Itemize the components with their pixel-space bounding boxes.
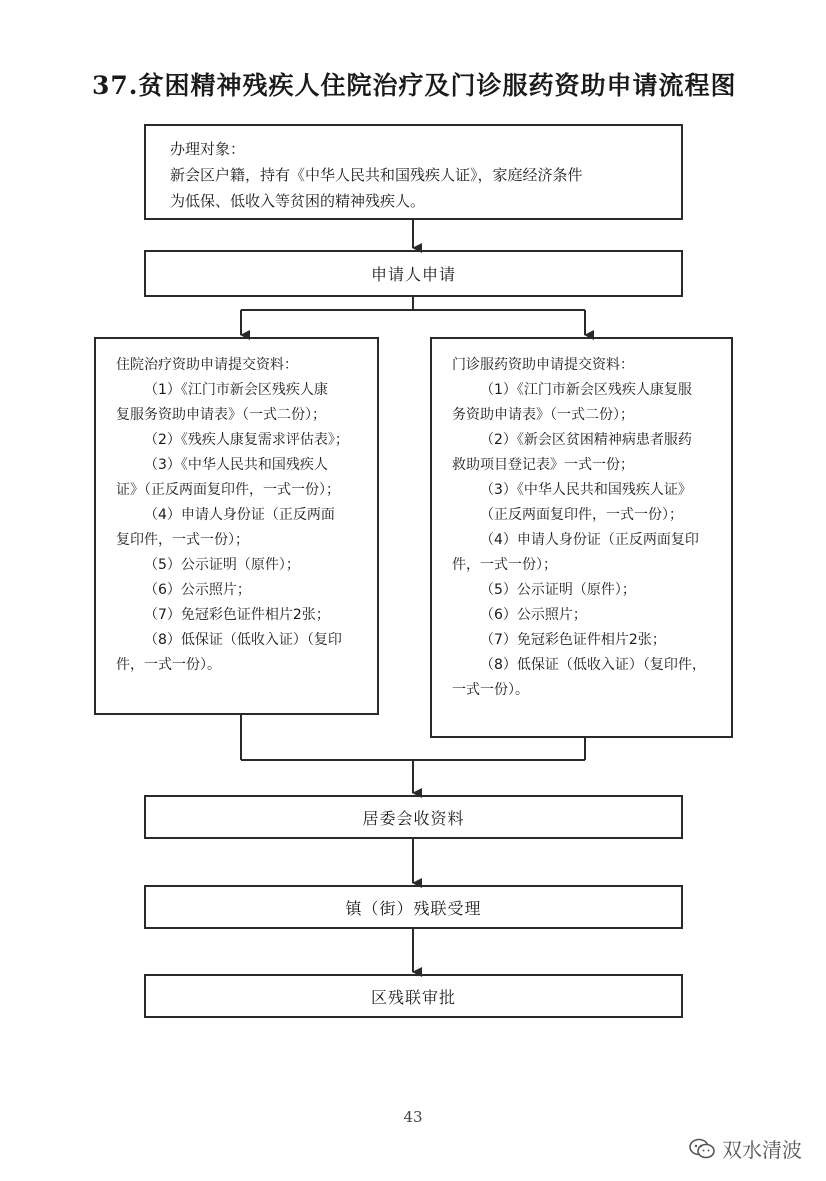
outpatient-material-line: （正反两面复印件，一式一份）； bbox=[480, 507, 683, 523]
outpatient-material-line: 件，一式一份）； bbox=[452, 557, 557, 573]
step-accept: 镇（街）残联受理 bbox=[144, 885, 683, 929]
outpatient-material-line: （2）《新会区贫困精神病患者服药 bbox=[480, 432, 692, 448]
outpatient-material-line: （1）《江门市新会区残疾人康复服 bbox=[480, 382, 692, 398]
inpatient-material-line: （8）低保证（低收入证）（复印 bbox=[144, 632, 342, 648]
inpatient-material-line: （5）公示证明（原件）； bbox=[144, 557, 300, 573]
step-apply: 申请人申请 bbox=[144, 250, 683, 297]
inpatient-material-line: 复服务资助申请表》（一式二份）； bbox=[116, 407, 326, 423]
inpatient-material-line: （2）《残疾人康复需求评估表》； bbox=[144, 432, 349, 448]
step-collect: 居委会收资料 bbox=[144, 795, 683, 839]
eligibility-line: 新会区户籍，持有《中华人民共和国残疾人证》，家庭经济条件 bbox=[170, 166, 583, 184]
outpatient-material-line: （7）免冠彩色证件相片2张； bbox=[480, 632, 666, 648]
outpatient-material-line: （4）申请人身份证（正反两面复印 bbox=[480, 532, 699, 548]
eligibility-line: 为低保、低收入等贫困的精神残疾人。 bbox=[170, 192, 426, 210]
watermark-text: 双水清波 bbox=[722, 1138, 802, 1162]
wechat-icon bbox=[688, 1137, 716, 1161]
inpatient-material-line: （6）公示照片； bbox=[144, 582, 251, 598]
inpatient-material-line: 证》（正反两面复印件，一式一份）； bbox=[116, 482, 340, 498]
inpatient-heading: 住院治疗资助申请提交资料： bbox=[116, 357, 298, 373]
outpatient-material-line: 救助项目登记表》一式一份； bbox=[452, 457, 634, 473]
inpatient-material-line: 复印件，一式一份）； bbox=[116, 532, 249, 548]
outpatient-material-line: （3）《中华人民共和国残疾人证》 bbox=[480, 482, 692, 498]
step-approve: 区残联审批 bbox=[144, 974, 683, 1018]
inpatient-material-line: （1）《江门市新会区残疾人康 bbox=[144, 382, 328, 398]
outpatient-heading: 门诊服药资助申请提交资料： bbox=[452, 357, 634, 373]
outpatient-material-line: （8）低保证（低收入证）（复印件， bbox=[480, 657, 706, 673]
outpatient-material-line: （5）公示证明（原件）； bbox=[480, 582, 636, 598]
eligibility-heading: 办理对象： bbox=[170, 140, 246, 158]
inpatient-material-line: （4）申请人身份证（正反两面 bbox=[144, 507, 335, 523]
outpatient-material-line: 一式一份）。 bbox=[452, 682, 529, 698]
inpatient-material-line: 件，一式一份）。 bbox=[116, 657, 221, 673]
inpatient-material-line: （7）免冠彩色证件相片2张； bbox=[144, 607, 330, 623]
outpatient-material-line: 务资助申请表》（一式二份）； bbox=[452, 407, 634, 423]
inpatient-material-line: （3）《中华人民共和国残疾人 bbox=[144, 457, 328, 473]
page-title: 37.贫困精神残疾人住院治疗及门诊服药资助申请流程图 bbox=[92, 71, 737, 100]
outpatient-material-line: （6）公示照片； bbox=[480, 607, 587, 623]
page-number: 43 bbox=[403, 1108, 423, 1126]
watermark bbox=[688, 1134, 802, 1163]
